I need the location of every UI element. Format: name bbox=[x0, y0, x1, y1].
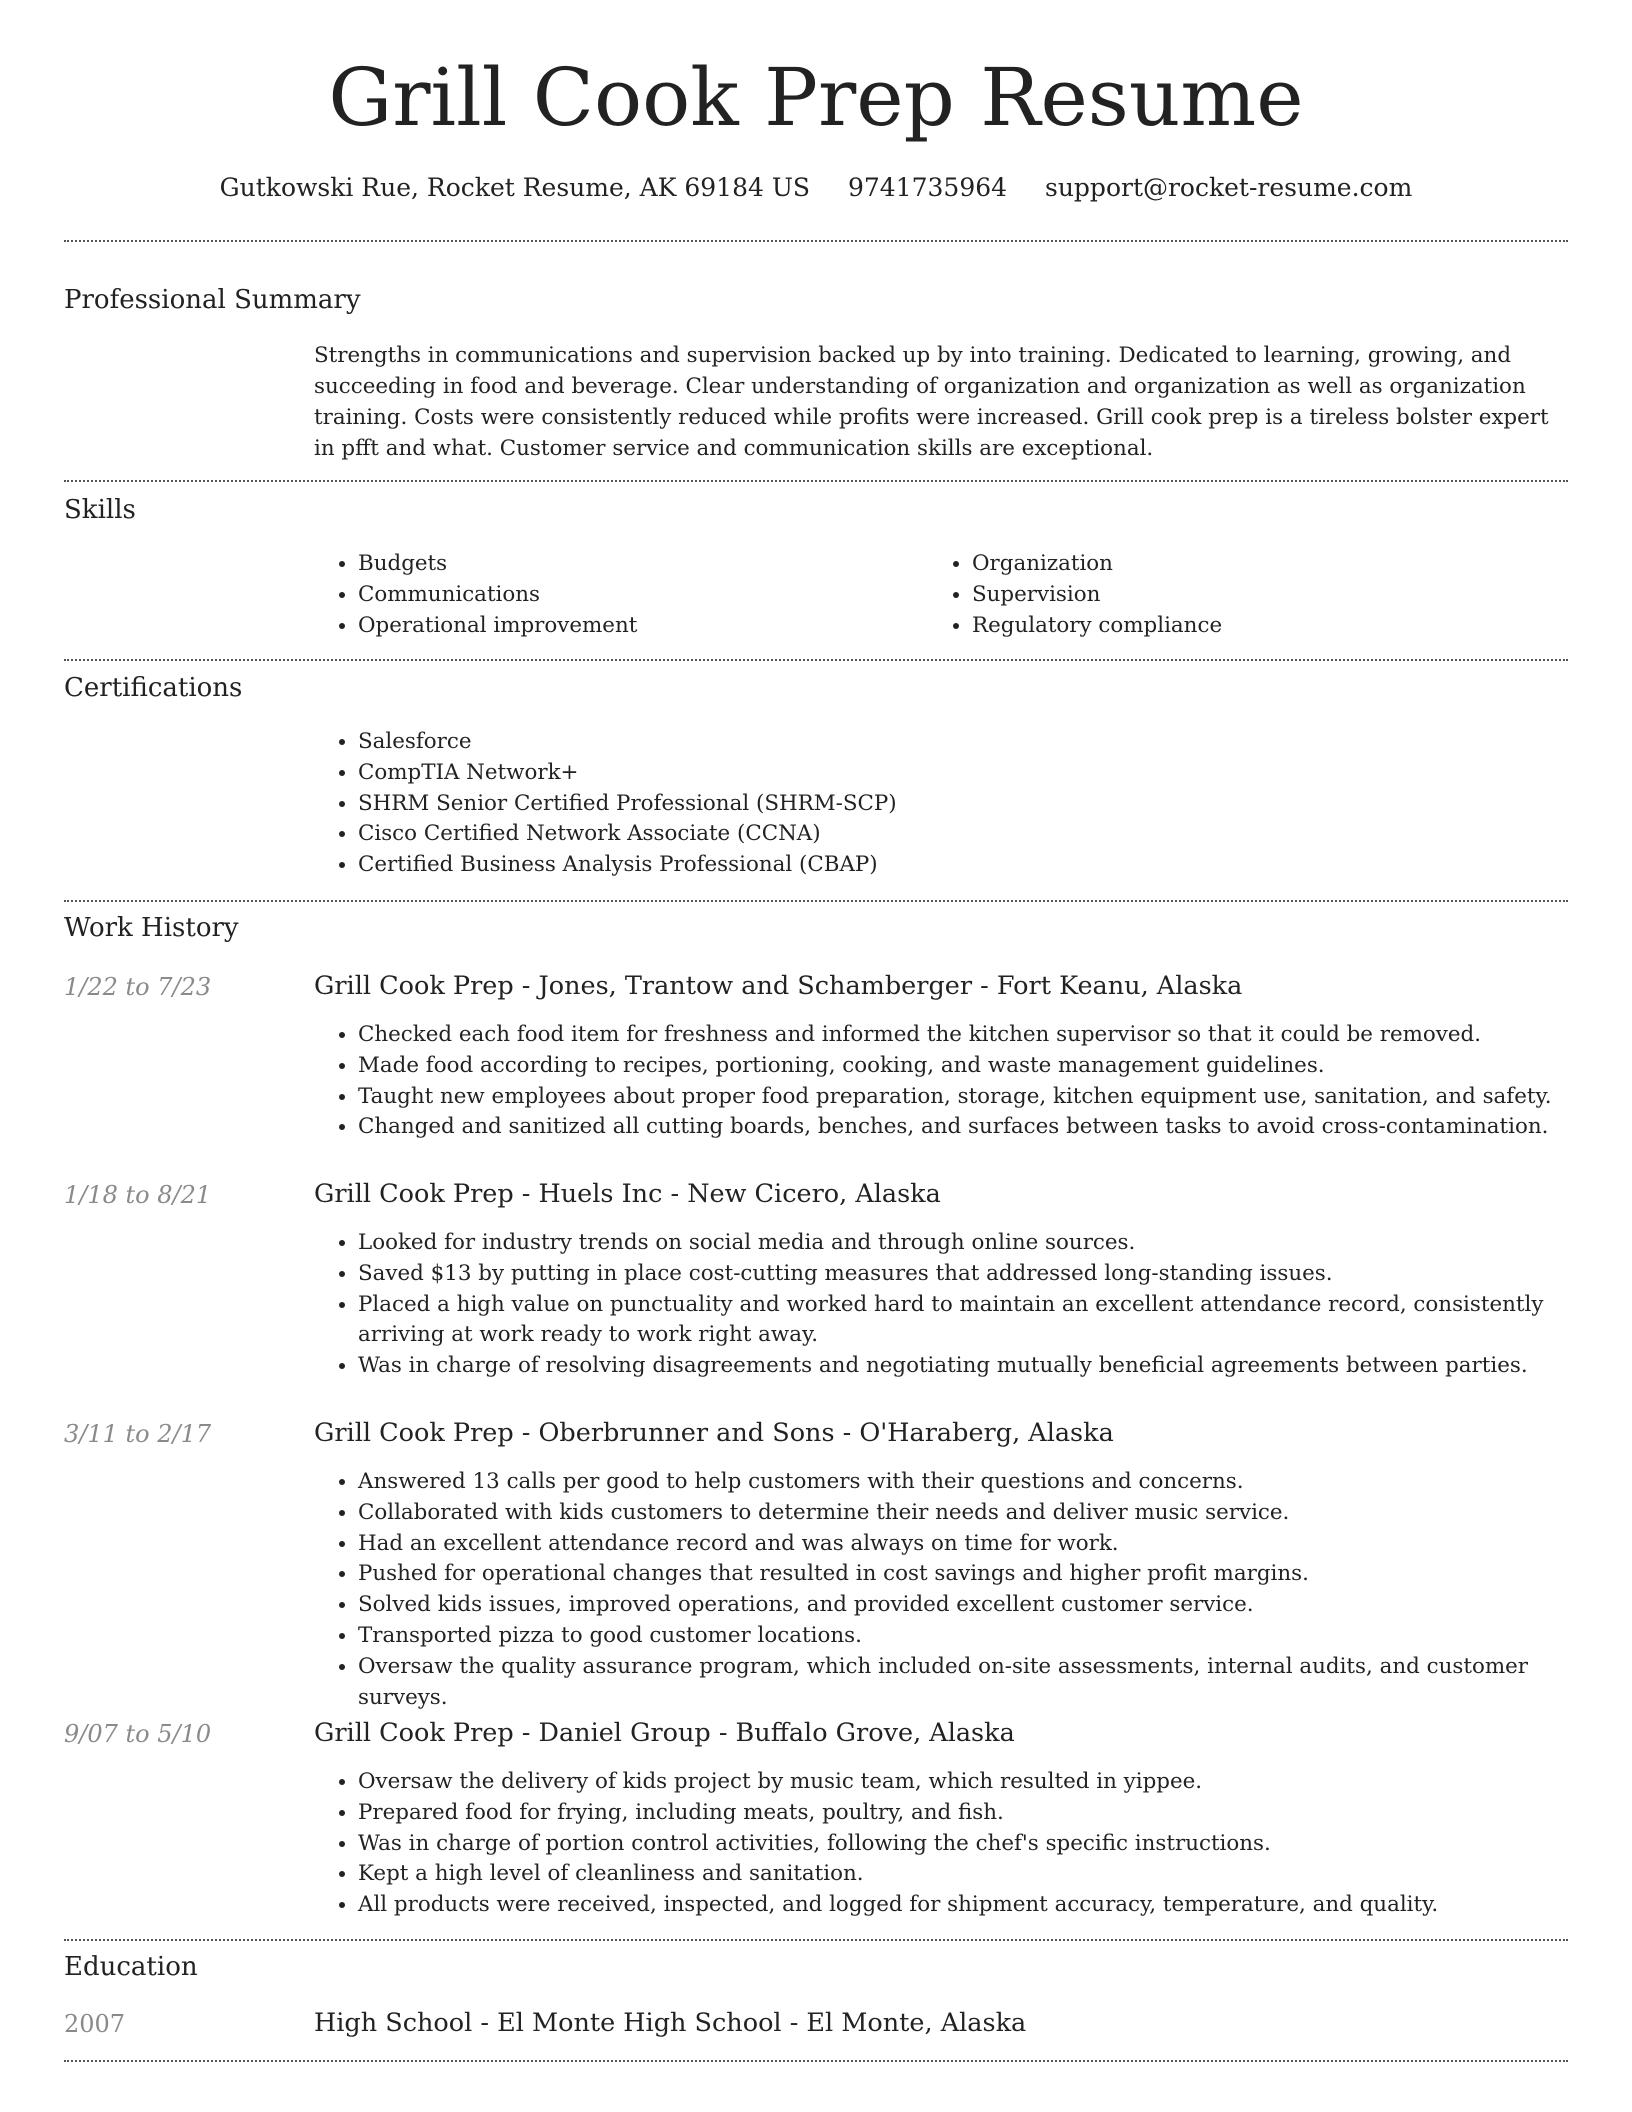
summary-text: Strengths in communications and supervision backed up by into training. Dedicated to learning, growing, and succeeding in food and beverage. Clear understanding of organization and organization as well as organization training. Costs were consistently reduced while profits were increased. Grill cook prep is a tireless bolster expert in pfft and what. Customer service and communication skills are exceptional. bbox=[314, 343, 1549, 461]
education-heading: Education bbox=[64, 1952, 198, 1982]
job-bullet: • Made food according to recipes, portioning, cooking, and waste management guidelines. bbox=[358, 1051, 1598, 1082]
section-divider bbox=[64, 480, 1568, 482]
job-bullet: • Pushed for operational changes that resulted in cost savings and higher profit margins. bbox=[358, 1559, 1598, 1590]
certifications-heading: Certifications bbox=[64, 673, 243, 703]
section-divider bbox=[64, 240, 1568, 242]
job-bullet: • Solved kids issues, improved operations, and provided excellent customer service. bbox=[358, 1590, 1598, 1621]
job-bullet: • Looked for industry trends on social media and through online sources. bbox=[358, 1228, 1598, 1259]
certification-item: • Cisco Certified Network Associate (CCNA) bbox=[358, 819, 1558, 850]
job-bullet: • Was in charge of portion control activities, following the chef's specific instructions. bbox=[358, 1829, 1598, 1860]
contact-email: support@rocket-resume.com bbox=[1045, 173, 1413, 202]
skill-item: • Regulatory compliance bbox=[972, 611, 1532, 642]
job-bullet: • Checked each food item for freshness and informed the kitchen supervisor so that it could be removed. bbox=[358, 1020, 1598, 1051]
skill-item: • Budgets bbox=[358, 549, 918, 580]
education-entry: High School - El Monte High School - El Monte, Alaska bbox=[314, 2008, 1027, 2038]
job-bullet: • Collaborated with kids customers to determine their needs and deliver music service. bbox=[358, 1498, 1598, 1529]
job-bullets bbox=[314, 1020, 1598, 1143]
job-bullet: • Transported pizza to good customer locations. bbox=[358, 1621, 1598, 1652]
contact-line bbox=[0, 168, 1632, 208]
certification-item: • Salesforce bbox=[358, 727, 1558, 758]
job-heading: Grill Cook Prep - Oberbrunner and Sons - O'Haraberg, Alaska bbox=[314, 1418, 1114, 1448]
job-bullets bbox=[314, 1467, 1598, 1713]
education-year: 2007 bbox=[64, 2010, 126, 2038]
job-bullet: • Placed a high value on punctuality and worked hard to maintain an excellent attendance record, consistently arriving at work ready to work right away. bbox=[358, 1290, 1598, 1352]
contact-phone: 9741735964 bbox=[847, 173, 1008, 202]
skills-heading: Skills bbox=[64, 495, 136, 525]
section-divider bbox=[64, 659, 1568, 661]
job-bullet: • Oversaw the delivery of kids project by music team, which resulted in yippee. bbox=[358, 1767, 1598, 1798]
certification-item: • Certified Business Analysis Professional (CBAP) bbox=[358, 850, 1558, 881]
job-bullets bbox=[314, 1767, 1598, 1921]
job-dates: 1/18 to 8/21 bbox=[64, 1181, 212, 1209]
job-bullet: • Was in charge of resolving disagreements and negotiating mutually beneficial agreements between parties. bbox=[358, 1351, 1598, 1382]
job-dates: 9/07 to 5/10 bbox=[64, 1720, 212, 1748]
job-heading: Grill Cook Prep - Jones, Trantow and Schamberger - Fort Keanu, Alaska bbox=[314, 971, 1243, 1001]
section-divider bbox=[64, 900, 1568, 902]
job-heading: Grill Cook Prep - Daniel Group - Buffalo Grove, Alaska bbox=[314, 1718, 1015, 1748]
skill-item: • Operational improvement bbox=[358, 611, 918, 642]
job-bullets bbox=[314, 1228, 1598, 1382]
skill-item: • Supervision bbox=[972, 580, 1532, 611]
job-bullet: • Changed and sanitized all cutting boards, benches, and surfaces between tasks to avoid cross-contamination. bbox=[358, 1112, 1598, 1143]
job-bullet: • Had an excellent attendance record and was always on time for work. bbox=[358, 1529, 1598, 1560]
job-dates: 1/22 to 7/23 bbox=[64, 973, 212, 1001]
job-dates: 3/11 to 2/17 bbox=[64, 1420, 212, 1448]
job-heading: Grill Cook Prep - Huels Inc - New Cicero, Alaska bbox=[314, 1179, 941, 1209]
work-history-heading: Work History bbox=[64, 913, 239, 943]
contact-address: Gutkowski Rue, Rocket Resume, AK 69184 US bbox=[219, 173, 811, 202]
job-bullet: • Kept a high level of cleanliness and sanitation. bbox=[358, 1859, 1598, 1890]
skills-list-right bbox=[928, 549, 1532, 641]
certifications-list bbox=[314, 727, 1558, 881]
job-bullet: • All products were received, inspected, and logged for shipment accuracy, temperature, and quality. bbox=[358, 1890, 1598, 1921]
certification-item: • SHRM Senior Certified Professional (SHRM-SCP) bbox=[358, 789, 1558, 820]
summary-heading: Professional Summary bbox=[64, 285, 361, 315]
skill-item: • Communications bbox=[358, 580, 918, 611]
resume-title: Grill Cook Prep Resume bbox=[328, 51, 1304, 144]
certification-item: • CompTIA Network+ bbox=[358, 758, 1558, 789]
section-divider bbox=[64, 1939, 1568, 1941]
job-bullet: • Answered 13 calls per good to help customers with their questions and concerns. bbox=[358, 1467, 1598, 1498]
job-bullet: • Prepared food for frying, including meats, poultry, and fish. bbox=[358, 1798, 1598, 1829]
job-bullet: • Oversaw the quality assurance program, which included on-site assessments, internal audits, and customer surveys. bbox=[358, 1652, 1598, 1714]
section-divider bbox=[64, 2060, 1568, 2062]
skill-item: • Organization bbox=[972, 549, 1532, 580]
skills-list-left bbox=[314, 549, 918, 641]
job-bullet: • Taught new employees about proper food preparation, storage, kitchen equipment use, sanitation, and safety. bbox=[358, 1082, 1598, 1113]
job-bullet: • Saved $13 by putting in place cost-cutting measures that addressed long-standing issues. bbox=[358, 1259, 1598, 1290]
